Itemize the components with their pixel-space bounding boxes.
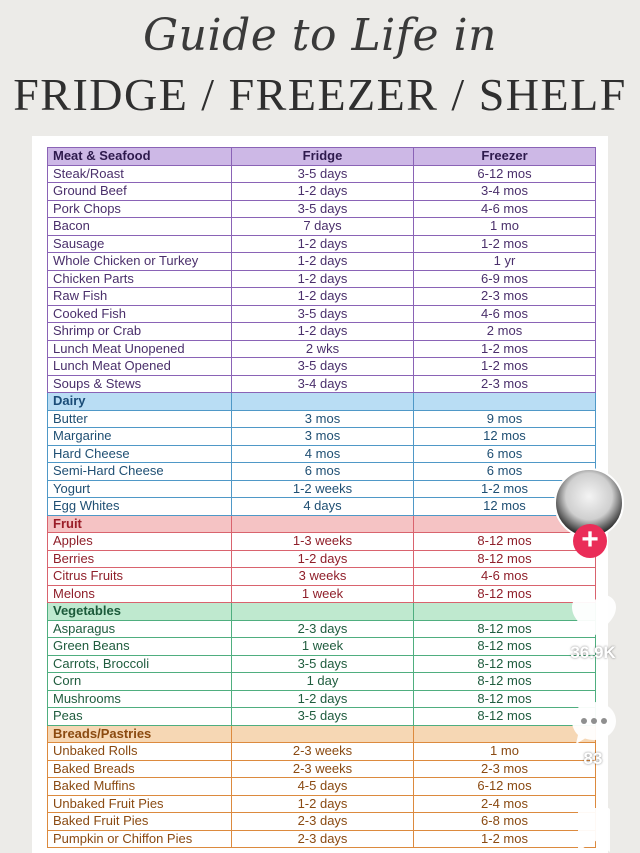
food-item: Citrus Fruits: [48, 568, 232, 586]
freezer-time: 1 yr: [414, 253, 596, 271]
food-item: Cooked Fish: [48, 305, 232, 323]
food-item: Berries: [48, 550, 232, 568]
freezer-time: 1-2 mos: [414, 480, 596, 498]
freezer-time: 6-12 mos: [414, 165, 596, 183]
section-header-bread: [48, 725, 596, 743]
fridge-time: 1-2 days: [232, 235, 414, 253]
fridge-time: 1-2 days: [232, 270, 414, 288]
fridge-time: 1 day: [232, 673, 414, 691]
table-row: [48, 533, 596, 551]
like-count: 36.9K: [570, 643, 616, 662]
food-item: Raw Fish: [48, 288, 232, 306]
fridge-time: 2-3 days: [232, 620, 414, 638]
column-header: Fridge: [232, 148, 414, 166]
comment-icon[interactable]: [570, 700, 618, 746]
table-row: [48, 323, 596, 341]
section-title: Vegetables: [48, 603, 232, 621]
table-row: [48, 585, 596, 603]
food-item: Lunch Meat Opened: [48, 358, 232, 376]
freezer-time: 8-12 mos: [414, 690, 596, 708]
fridge-time: 2-3 days: [232, 813, 414, 831]
title-line-2: FRIDGE / FREEZER / SHELF: [13, 69, 627, 120]
table-row: [48, 165, 596, 183]
freezer-time: 8-12 mos: [414, 550, 596, 568]
freezer-time: 12 mos: [414, 428, 596, 446]
food-item: Unbaked Fruit Pies: [48, 795, 232, 813]
freezer-time: 1-2 mos: [414, 830, 596, 848]
food-item: Apples: [48, 533, 232, 551]
fridge-time: 1 week: [232, 638, 414, 656]
food-item: Bacon: [48, 218, 232, 236]
column-header: [232, 725, 414, 743]
comment-count: 83: [583, 749, 603, 768]
storage-table: [47, 147, 596, 848]
column-header: [414, 725, 596, 743]
food-item: Steak/Roast: [48, 165, 232, 183]
fridge-time: 4 mos: [232, 445, 414, 463]
food-item: Margarine: [48, 428, 232, 446]
section-title: Breads/Pastries: [48, 725, 232, 743]
fridge-time: 1-2 days: [232, 550, 414, 568]
freezer-time: 6-12 mos: [414, 778, 596, 796]
food-item: Lunch Meat Unopened: [48, 340, 232, 358]
freezer-time: 8-12 mos: [414, 673, 596, 691]
freezer-time: 2 mos: [414, 323, 596, 341]
section-title: Fruit: [48, 515, 232, 533]
food-item: Egg Whites: [48, 498, 232, 516]
food-item: Ground Beef: [48, 183, 232, 201]
fridge-time: 1-2 days: [232, 253, 414, 271]
freezer-time: 2-3 mos: [414, 760, 596, 778]
section-title: Meat & Seafood: [48, 148, 232, 166]
column-header: [232, 603, 414, 621]
food-item: Shrimp or Crab: [48, 323, 232, 341]
freezer-time: 8-12 mos: [414, 708, 596, 726]
freezer-time: 4-6 mos: [414, 568, 596, 586]
follow-button[interactable]: +: [573, 524, 607, 558]
freezer-time: 4-6 mos: [414, 305, 596, 323]
food-item: Soups & Stews: [48, 375, 232, 393]
freezer-time: 8-12 mos: [414, 585, 596, 603]
table-row: [48, 480, 596, 498]
fridge-time: 6 mos: [232, 463, 414, 481]
table-row: [48, 270, 596, 288]
table-row: [48, 253, 596, 271]
table-row: [48, 550, 596, 568]
freezer-time: 8-12 mos: [414, 620, 596, 638]
fridge-time: 2 wks: [232, 340, 414, 358]
table-row: [48, 620, 596, 638]
freezer-time: 12 mos: [414, 498, 596, 516]
table-row: [48, 830, 596, 848]
food-item: Pumpkin or Chiffon Pies: [48, 830, 232, 848]
table-row: [48, 568, 596, 586]
food-item: Pork Chops: [48, 200, 232, 218]
section-title: Dairy: [48, 393, 232, 411]
food-item: Green Beans: [48, 638, 232, 656]
column-header: [414, 393, 596, 411]
food-item: Semi-Hard Cheese: [48, 463, 232, 481]
freezer-time: 6-8 mos: [414, 813, 596, 831]
fridge-time: 4-5 days: [232, 778, 414, 796]
fridge-time: 4 days: [232, 498, 414, 516]
heart-icon[interactable]: [570, 594, 618, 638]
fridge-time: 7 days: [232, 218, 414, 236]
fridge-time: 3 weeks: [232, 568, 414, 586]
fridge-time: 1-3 weeks: [232, 533, 414, 551]
food-item: Chicken Parts: [48, 270, 232, 288]
freezer-time: 4-6 mos: [414, 200, 596, 218]
storage-chart-sheet: [32, 136, 608, 853]
fridge-time: 3 mos: [232, 428, 414, 446]
column-header: [414, 603, 596, 621]
fridge-time: 1-2 weeks: [232, 480, 414, 498]
table-row: [48, 200, 596, 218]
section-header-dairy: [48, 393, 596, 411]
freezer-time: 6 mos: [414, 463, 596, 481]
table-row: [48, 375, 596, 393]
fridge-time: 1-2 days: [232, 323, 414, 341]
freezer-time: 2-3 mos: [414, 375, 596, 393]
table-row: [48, 778, 596, 796]
table-row: [48, 218, 596, 236]
freezer-time: 8-12 mos: [414, 533, 596, 551]
food-item: Melons: [48, 585, 232, 603]
table-row: [48, 795, 596, 813]
fridge-time: 3-4 days: [232, 375, 414, 393]
fridge-time: 1-2 days: [232, 288, 414, 306]
freezer-time: 8-12 mos: [414, 655, 596, 673]
food-item: Hard Cheese: [48, 445, 232, 463]
freezer-time: 1-2 mos: [414, 358, 596, 376]
food-item: Sausage: [48, 235, 232, 253]
freezer-time: 9 mos: [414, 410, 596, 428]
freezer-time: 8-12 mos: [414, 638, 596, 656]
table-row: [48, 673, 596, 691]
table-row: [48, 690, 596, 708]
table-row: [48, 183, 596, 201]
table-row: [48, 445, 596, 463]
freezer-time: 2-3 mos: [414, 288, 596, 306]
fridge-time: 3 mos: [232, 410, 414, 428]
food-item: Baked Fruit Pies: [48, 813, 232, 831]
food-item: Butter: [48, 410, 232, 428]
title-line-1: Guide to Life in: [143, 10, 497, 61]
freezer-time: 2-4 mos: [414, 795, 596, 813]
freezer-time: 6 mos: [414, 445, 596, 463]
food-item: Asparagus: [48, 620, 232, 638]
column-header: Freezer: [414, 148, 596, 166]
food-item: Mushrooms: [48, 690, 232, 708]
table-row: [48, 358, 596, 376]
fridge-time: 1-2 days: [232, 795, 414, 813]
section-header-meat: [48, 148, 596, 166]
fridge-time: 2-3 weeks: [232, 743, 414, 761]
freezer-time: 3-4 mos: [414, 183, 596, 201]
food-item: Corn: [48, 673, 232, 691]
fridge-time: 2-3 days: [232, 830, 414, 848]
section-header-fruit: [48, 515, 596, 533]
table-row: [48, 813, 596, 831]
food-item: Carrots, Broccoli: [48, 655, 232, 673]
table-row: [48, 638, 596, 656]
food-item: Whole Chicken or Turkey: [48, 253, 232, 271]
section-header-veg: [48, 603, 596, 621]
fridge-time: 2-3 weeks: [232, 760, 414, 778]
table-row: [48, 463, 596, 481]
table-row: [48, 410, 596, 428]
freezer-time: 1-2 mos: [414, 340, 596, 358]
table-row: [48, 305, 596, 323]
fridge-time: 3-5 days: [232, 165, 414, 183]
fridge-time: 1 week: [232, 585, 414, 603]
freezer-time: 1 mo: [414, 743, 596, 761]
table-row: [48, 288, 596, 306]
table-row: [48, 655, 596, 673]
fridge-time: 1-2 days: [232, 183, 414, 201]
column-header: [232, 393, 414, 411]
table-row: [48, 340, 596, 358]
bookmark-icon[interactable]: [576, 806, 612, 853]
food-item: Peas: [48, 708, 232, 726]
food-item: Baked Muffins: [48, 778, 232, 796]
fridge-time: 3-5 days: [232, 200, 414, 218]
freezer-time: 1 mo: [414, 218, 596, 236]
food-item: Unbaked Rolls: [48, 743, 232, 761]
freezer-time: 1-2 mos: [414, 235, 596, 253]
food-item: Baked Breads: [48, 760, 232, 778]
table-row: [48, 235, 596, 253]
table-row: [48, 498, 596, 516]
fridge-time: 3-5 days: [232, 305, 414, 323]
table-row: [48, 760, 596, 778]
food-item: Yogurt: [48, 480, 232, 498]
table-row: [48, 708, 596, 726]
fridge-time: 1-2 days: [232, 690, 414, 708]
column-header: [232, 515, 414, 533]
table-row: [48, 743, 596, 761]
table-row: [48, 428, 596, 446]
fridge-time: 3-5 days: [232, 655, 414, 673]
freezer-time: 6-9 mos: [414, 270, 596, 288]
fridge-time: 3-5 days: [232, 708, 414, 726]
fridge-time: 3-5 days: [232, 358, 414, 376]
